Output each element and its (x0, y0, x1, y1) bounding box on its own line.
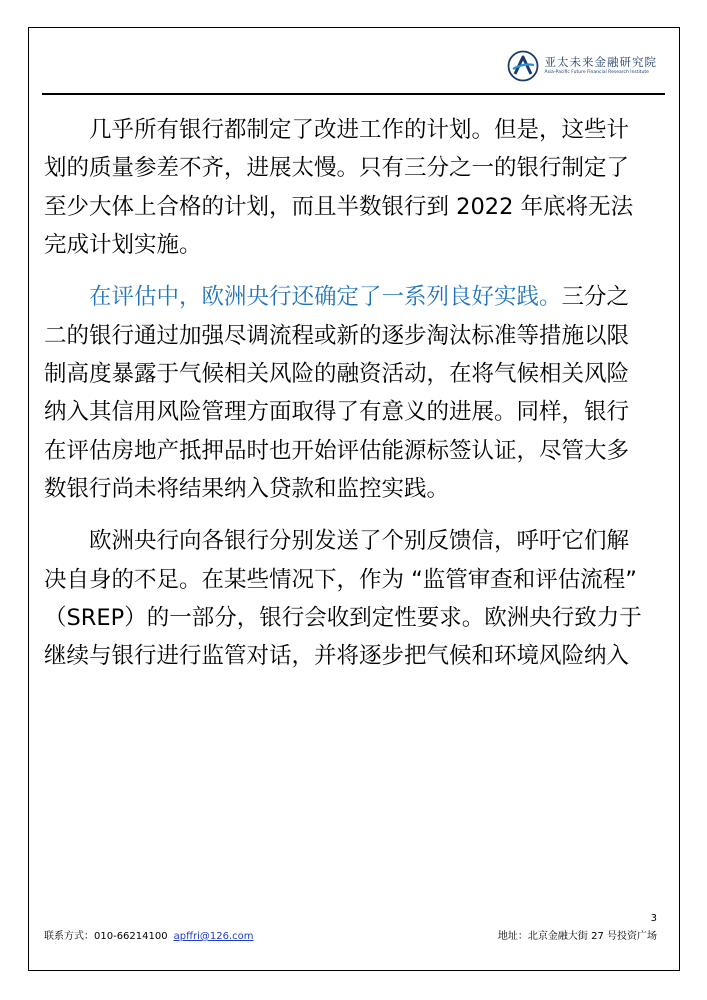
paragraph-3 (44, 522, 665, 676)
paragraph-1-line-1: 几乎所有银行都制定了改进工作的计划。但是，这些计 (89, 117, 630, 143)
logo-english-name: Asia-Pacific Future Financial Research Institute (544, 70, 649, 75)
paragraph-1-line-2: 划的质量参差不齐，进展太慢。只有三分之一的银行制定了 (44, 155, 630, 182)
contact-email-link[interactable]: apffri@126.com (173, 931, 254, 942)
paragraph-1-line-4: 完成计划实施。 (44, 232, 202, 259)
paragraph-3-line-2: 决自身的不足。在某些情况下，作为 “监管审查和评估流程” (44, 566, 637, 593)
paragraph-3-line-3: （SREP）的一部分，银行会收到定性要求。欧洲央行致力于 (44, 605, 642, 632)
paragraph-2-line-2: 二的银行通过加强尽调流程或新的逐步淘汰标准等措施以限 (44, 322, 630, 349)
institute-logo-icon (507, 50, 539, 82)
paragraph-2-line-6: 数银行尚未将结果纳入贷款和监控实践。 (44, 476, 450, 503)
paragraph-2 (44, 278, 665, 508)
paragraph-2-line-3: 制高度暴露于气候相关风险的融资活动，在将气候相关风险 (44, 361, 630, 388)
paragraph-2-line-4: 纳入其信用风险管理方面取得了有意义的进展。同样，银行 (44, 399, 630, 426)
paragraph-2-line-1 (44, 278, 665, 316)
contact-phone: 联系方式：010-66214100 (44, 931, 168, 942)
paragraph-1-line-3: 至少大体上合格的计划，而且半数银行到 2022 年底将无法 (44, 193, 634, 220)
paragraph-2-line-1-rest: 三分之 (561, 284, 630, 311)
paragraph-3-line-4: 继续与银行进行监管对话，并将逐步把气候和环境风险纳入 (44, 643, 630, 670)
paragraph-2-line-5: 在评估房地产抵押品时也开始评估能源标签认证，尽管大多 (44, 437, 630, 464)
page-number: 3 (650, 913, 657, 924)
paragraph-1 (44, 111, 665, 265)
paragraph-2-highlight: 在评估中，欧洲央行还确定了一系列良好实践。 (89, 284, 562, 311)
document-body (44, 111, 665, 689)
institute-logo (507, 50, 658, 82)
logo-chinese-name: 亚太未来金融研究院 (544, 54, 657, 69)
footer-address: 地址：北京金融大街 27 号投资广场 (497, 931, 657, 942)
header-divider (42, 93, 665, 95)
paragraph-3-line-1: 欧洲央行向各银行分别发送了个别反馈信，呼吁它们解 (89, 528, 630, 555)
footer-contact (44, 927, 253, 942)
